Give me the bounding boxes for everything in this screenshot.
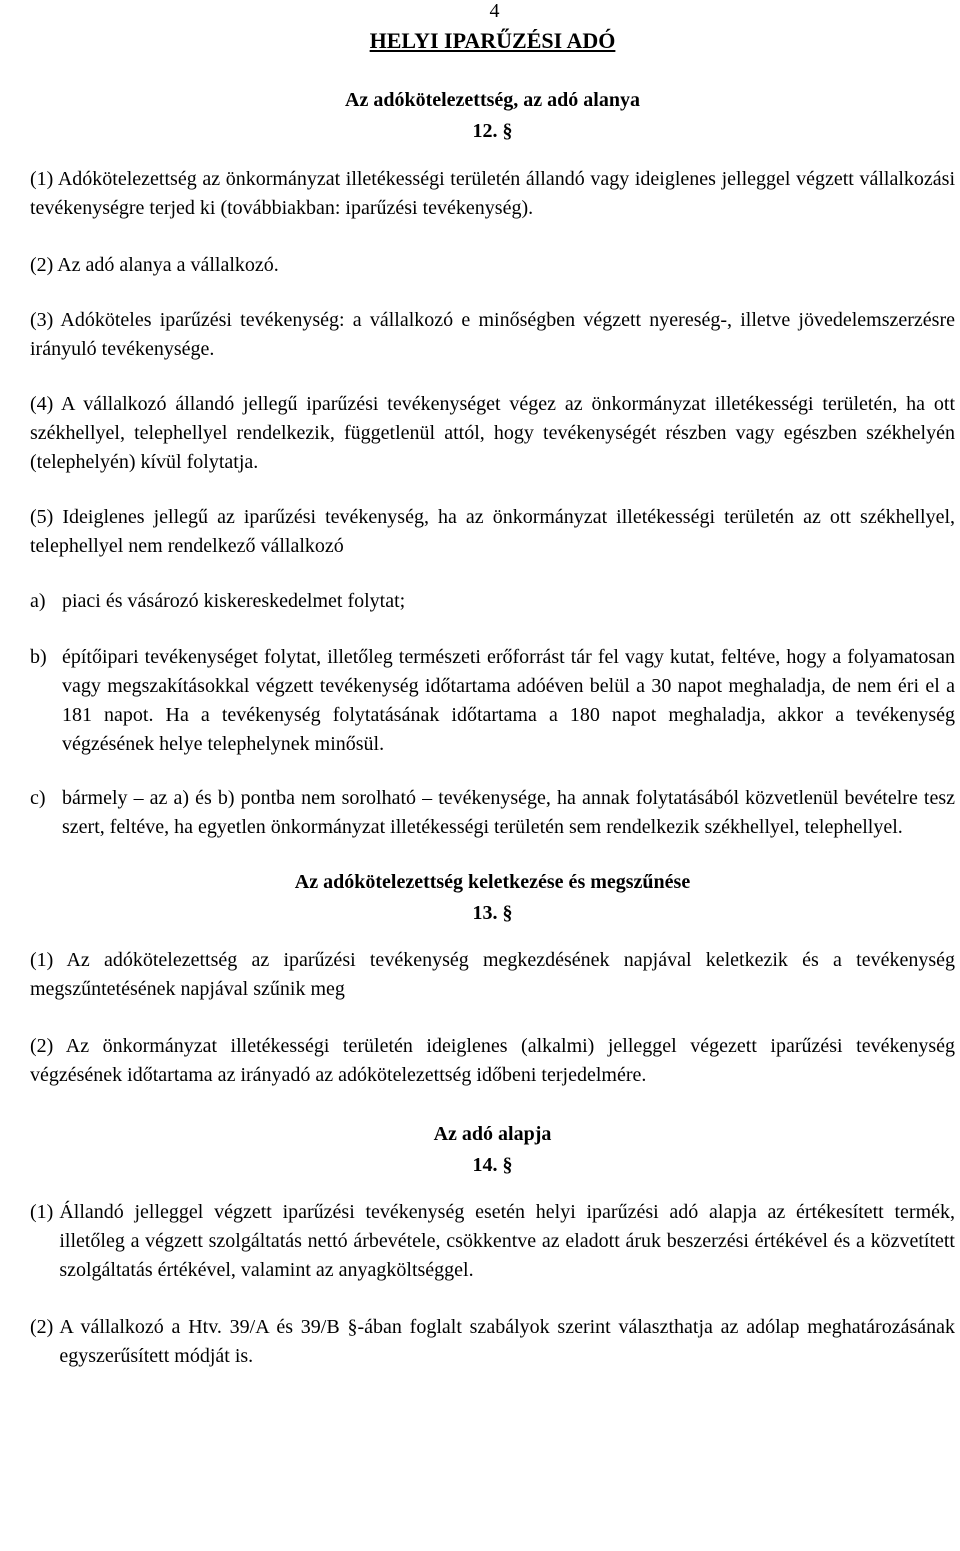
document-page (30, 0, 955, 1371)
section-title-14: Az adó alapja (433, 1123, 552, 1145)
paragraph-marker: (2) (30, 1316, 54, 1338)
section-title-12: Az adókötelezettség, az adó alanya (345, 89, 640, 111)
s12-paragraph-5: (5) Ideiglenes jellegű az iparűzési tevékenység, ha az önkormányzat illetékességi területén az ott székhellyel, telephellyel nem rendelkező vállalkozó (30, 506, 955, 557)
s14-paragraph-1 (30, 1198, 955, 1285)
s12-list-item-b (30, 643, 955, 759)
page-number: 4 (489, 0, 500, 22)
s12-paragraph-4: (4) A vállalkozó állandó jellegű iparűzési tevékenységet végez az önkormányzat illetékességi területén, ha ott székhellyel, telephellyel rendelkezik, függetlenül attól, hogy tevékenységét részben vagy egészben székhelyén (telephelyén) kívül folytatja. (30, 393, 955, 473)
section-number-12: 12. § (472, 120, 513, 142)
paragraph-text: A vállalkozó a Htv. 39/A és 39/B §-ában foglalt szabályok szerint választhatja az adólap meghatározásának egyszerűsített módját is. (59, 1316, 955, 1367)
list-item-text: építőipari tevékenységet folytat, illetőleg természeti erőforrást tár fel vagy kutat, feltéve, hogy a folyamatosan vagy megszakításokkal végzett tevékenység időtartama adóéven belül a 30 napot meghaladja, de nem éri el a 181 napot. Ha a tevékenység folytatásának időtartama a 180 napot meghaladja, akkor a tevékenység végzésének helye telephelynek minősül. (62, 646, 955, 755)
s13-paragraph-1: (1) Az adókötelezettség az iparűzési tevékenység megkezdésének napjával keletkezik és a tevékenység megszűntetésének napjával szűnik meg (30, 949, 955, 1000)
section-number-13: 13. § (472, 902, 513, 924)
s13-paragraph-2: (2) Az önkormányzat illetékességi területén ideiglenes (alkalmi) jelleggel végezett iparűzési tevékenység végzésének időtartama az irányadó az adókötelezettség időbeni terjedelmére. (30, 1035, 955, 1086)
list-item-text: piaci és vásározó kiskereskedelmet folytat; (62, 590, 406, 612)
section-number-14: 14. § (472, 1154, 513, 1176)
paragraph-marker: (1) (30, 1201, 54, 1223)
list-item-text: bármely – az a) és b) pontba nem sorolható – tevékenysége, ha annak folytatásából közvetlenül bevételre tesz szert, feltéve, ha egyetlen önkormányzat illetékességi területén sem rendelkezik székhellyel, telephellyel. (62, 787, 955, 838)
s12-list-item-a (30, 587, 955, 616)
s12-paragraph-2: (2) Az adó alanya a vállalkozó. (30, 254, 279, 276)
list-marker: b) (30, 646, 47, 668)
list-marker: a) (30, 590, 46, 612)
paragraph-text: Állandó jelleggel végzett iparűzési tevékenység esetén helyi iparűzési adó alapja az értékesített termék, illetőleg a végzett szolgáltatás nettó árbevétele, csökkentve az eladott áruk beszerzési értékével és a közvetített szolgáltatás értékével, valamint az anyagköltséggel. (59, 1201, 955, 1281)
s12-paragraph-3: (3) Adóköteles iparűzési tevékenység: a vállalkozó e minőségben végzett nyereség-, illetve jövedelemszerzésre irányuló tevékenysége. (30, 309, 955, 360)
s12-list-item-c (30, 784, 955, 842)
s14-paragraph-2 (30, 1313, 955, 1371)
main-title: HELYI IPARŰZÉSI ADÓ (369, 28, 616, 53)
section-title-13: Az adókötelezettség keletkezése és megszűnése (294, 871, 691, 893)
list-marker: c) (30, 787, 46, 809)
s12-paragraph-1: (1) Adókötelezettség az önkormányzat illetékességi területén állandó vagy ideiglenes jelleggel végzett vállalkozási tevékenységre terjed ki (továbbiakban: iparűzési tevékenység). (30, 168, 955, 219)
